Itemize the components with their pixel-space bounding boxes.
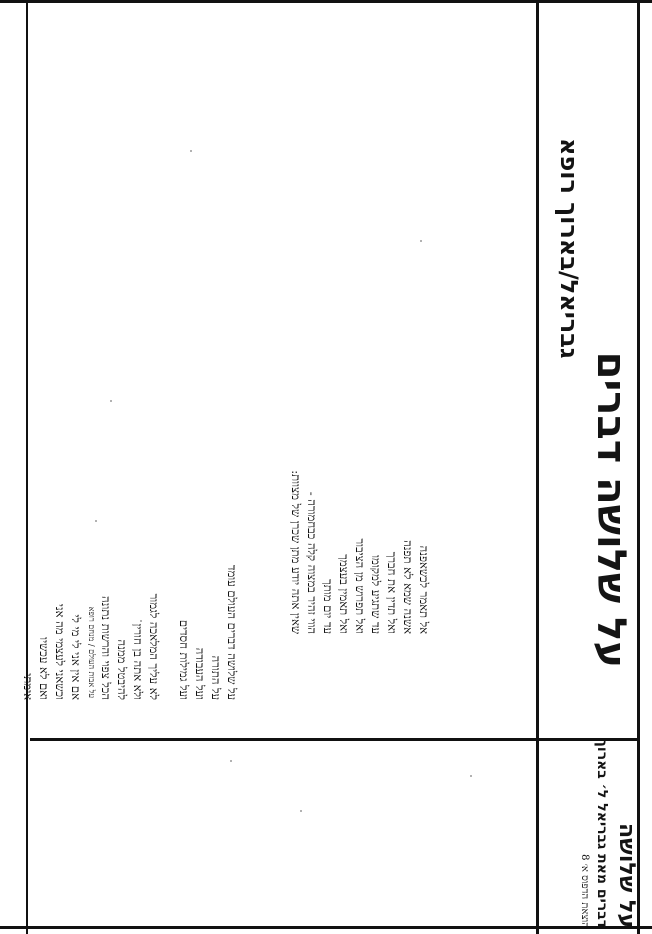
bottom-border-line bbox=[0, 926, 652, 929]
poem-left-line: הכל צפוי והרשות נתונה bbox=[99, 596, 113, 700]
poem-left-block bbox=[6, 500, 240, 700]
poem-left-line: ועל גמילות חסדים bbox=[177, 619, 191, 700]
poem-right-line: עד שתגיע למקומו bbox=[369, 555, 383, 634]
spine-detail-text: הוצאת הדפוס א׳ bbox=[579, 863, 590, 928]
poem-right-line: עד יום מותך bbox=[321, 579, 335, 634]
main-title: על שלושה דברים bbox=[588, 351, 634, 668]
spine-author-title: דברים מאת גבריאל ל׳ בארוך bbox=[594, 738, 610, 928]
poem-left-line: וכשאני לעצמי מה אני bbox=[53, 603, 67, 700]
poem-right-line: ואל תפרוש מן הציבור bbox=[353, 538, 367, 634]
panel-divider-rule bbox=[30, 738, 638, 741]
top-border-line bbox=[0, 0, 652, 3]
spine-strip bbox=[576, 738, 640, 928]
poem-left-line: אימתי bbox=[21, 673, 35, 700]
poem-stanza bbox=[176, 500, 240, 700]
poem-left-line: על שלושה דברים העולם עומד bbox=[225, 564, 239, 700]
scan-speck bbox=[420, 240, 422, 242]
poem-left-line: לא עליך המלאכה לגמור bbox=[147, 593, 161, 700]
poem-left-line: ועל העבודה bbox=[193, 647, 207, 700]
subtitle: גבריאל/בארוך רופא bbox=[555, 138, 583, 359]
poem-right-line: שאין אתה יודע מתן שכרן של מצוות: bbox=[289, 470, 303, 634]
spine-page-number: 8 bbox=[579, 854, 590, 861]
spine-detail bbox=[576, 758, 592, 928]
poem-stanza bbox=[98, 500, 162, 700]
poem-left-line: על התורה bbox=[209, 655, 223, 700]
scan-speck bbox=[190, 150, 192, 152]
poem-credit bbox=[86, 548, 96, 698]
poem-credit-text: על אבות העולם / מנחם רופא bbox=[87, 606, 96, 698]
poem-right-line: ואל תדין את חברך bbox=[385, 551, 399, 634]
title-banner bbox=[540, 128, 636, 668]
poem-right-line: אל תאמר לכשאפנה bbox=[417, 545, 431, 634]
spine-title: על שלושה bbox=[614, 823, 639, 928]
left-spine-rule bbox=[26, 0, 28, 934]
scan-speck bbox=[300, 810, 302, 812]
scan-speck bbox=[140, 620, 142, 622]
poem-left-line: ולא אתה בן חורין bbox=[131, 623, 145, 700]
poem-right-line: ואל תאמין בעצמך bbox=[337, 554, 351, 634]
poem-left-line: אם אין אני לי מי לי bbox=[69, 614, 83, 700]
poem-left-line: להיבטל ממנה bbox=[115, 639, 129, 700]
poem-right-line: הווי זהיר במצוה קלה כבחמורה - bbox=[305, 491, 319, 634]
poem-right-line: אשנה שמא לא תפנה bbox=[401, 540, 415, 634]
scan-speck bbox=[470, 775, 472, 777]
title-banner-rule-left bbox=[536, 0, 539, 934]
poem-left-line: ואם לא עכשיו bbox=[37, 637, 51, 700]
scan-speck bbox=[110, 400, 112, 402]
poem-right-block bbox=[288, 304, 432, 634]
scan-speck bbox=[230, 760, 232, 762]
poem-stanza bbox=[20, 500, 84, 700]
scan-speck bbox=[95, 520, 97, 522]
